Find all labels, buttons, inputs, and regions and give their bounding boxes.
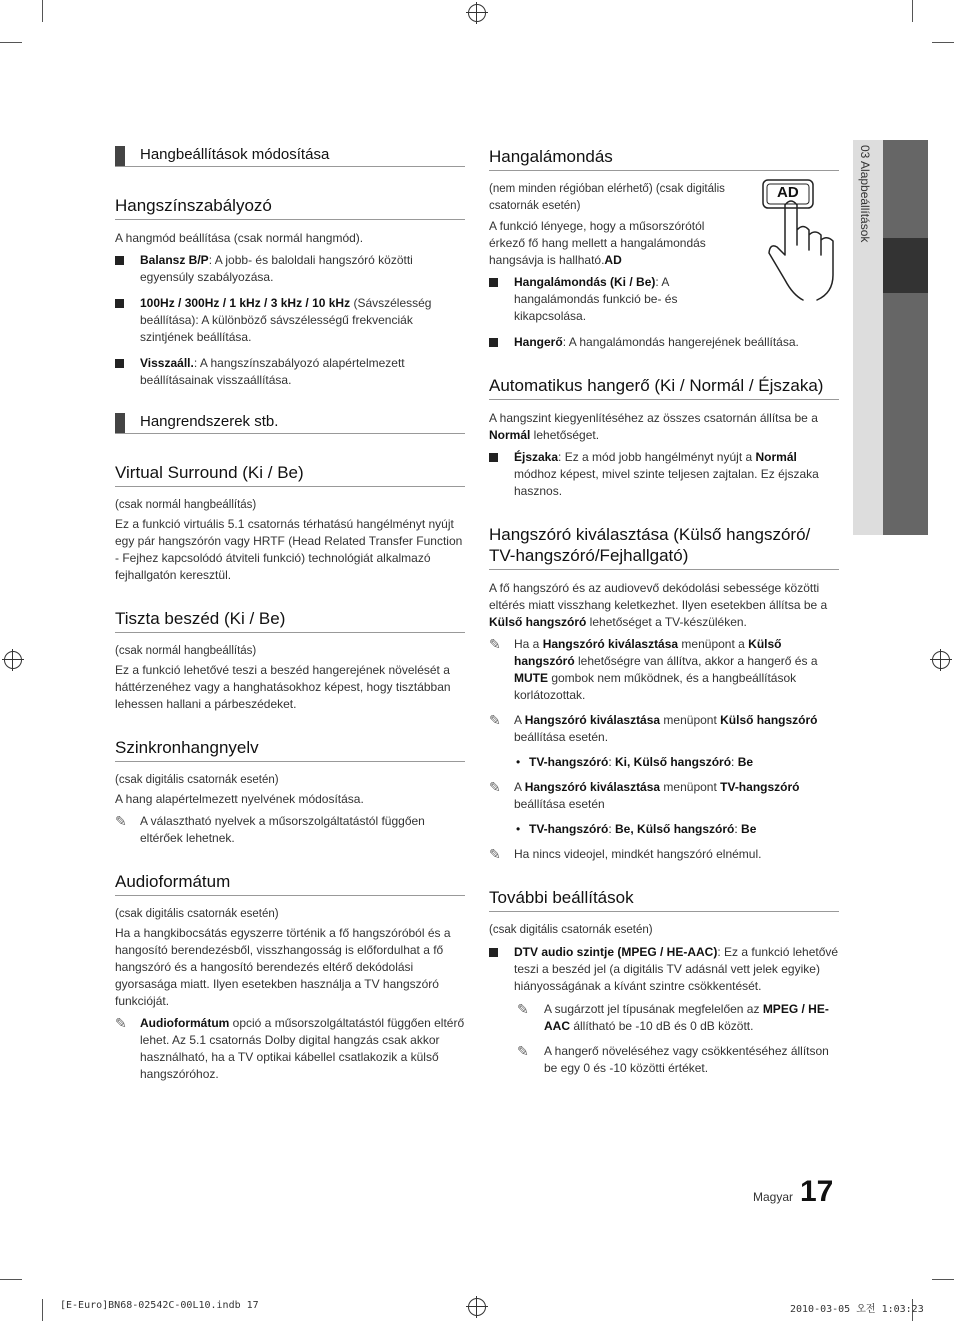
crop-mark bbox=[912, 0, 913, 22]
ad-button-figure bbox=[755, 175, 845, 305]
subsection-bar bbox=[115, 146, 125, 166]
section-condition: (csak digitális csatornák esetén) bbox=[115, 908, 279, 920]
bullet-list bbox=[489, 449, 839, 500]
section-virtual-surround bbox=[115, 462, 465, 584]
footer-language: Magyar bbox=[753, 1190, 794, 1204]
note: ✎ Audioformátum opció a műsorszolgáltatástól függően eltérő lehet. Az 5.1 csatornás Dolby digital hangzás csak akkor használható, ha a TV optikai kábellel csatlakozik a külső hangszóróhoz. bbox=[115, 1015, 465, 1081]
section-condition: (nem minden régióban elérhető) (csak digitális csatornák esetén) bbox=[489, 183, 725, 212]
note-pencil-icon: ✎ bbox=[115, 813, 127, 829]
section-clear-voice bbox=[115, 608, 465, 713]
dot-item: • TV-hangszóró: Ki, Külső hangszóró: Be bbox=[489, 754, 839, 771]
section-title: Automatikus hangerő (Ki / Normál / Éjszaka) bbox=[489, 375, 839, 400]
section-text: A hang alapértelmezett nyelvének módosítása. bbox=[115, 792, 364, 806]
section-title: Virtual Surround (Ki / Be) bbox=[115, 462, 465, 487]
list-item: Balansz B/P: A jobb- és baloldali hangszóró közötti egyensúly szabályozása. bbox=[115, 252, 465, 286]
list-item: Visszaáll.: A hangszínszabályozó alapértelmezett beállításainak visszaállítása. bbox=[115, 355, 465, 389]
note-pencil-icon: ✎ bbox=[517, 1043, 529, 1059]
crop-mark bbox=[42, 0, 43, 22]
chapter-tab-block bbox=[883, 293, 928, 535]
chapter-label: 03 Alapbeállítások bbox=[858, 145, 872, 243]
section-text: Ez a funkció lehetővé teszi a beszéd hangerejének növelését a háttérzenéhez vagy a hanghatásokhoz képest, hogy tisztábban lehessen hallani a párbeszédeket. bbox=[115, 663, 451, 711]
section-condition: (csak digitális csatornák esetén) bbox=[489, 924, 653, 936]
section-title: Hangalámondás bbox=[489, 146, 839, 171]
section-title: Audioformátum bbox=[115, 871, 465, 896]
registration-mark-icon bbox=[468, 1298, 486, 1316]
section-text: Ez a funkció virtuális 5.1 csatornás térhatású hangélményt nyújt egy pár hangszórón vagy HRTF (Head Related Transfer Function - Fejhez kapcsolódó átviteli funkció) technológiát alkalmazó fejhallgatón keresztül. bbox=[115, 517, 463, 582]
section-title: További beállítások bbox=[489, 887, 839, 912]
section-text: A hangszint kiegyenlítéséhez az összes csatornán állítsa be a Normál lehetőséget. bbox=[489, 411, 818, 442]
note-pencil-icon: ✎ bbox=[489, 636, 501, 652]
bullet-list bbox=[489, 944, 839, 995]
section-title: Hangszóró kiválasztása (Külső hangszóró/ TV-hangszóró/Fejhallgató) bbox=[489, 524, 839, 570]
section-condition: (csak digitális csatornák esetén) bbox=[115, 774, 279, 786]
section-auto-volume bbox=[489, 375, 839, 500]
note-pencil-icon: ✎ bbox=[115, 1015, 127, 1031]
note-pencil-icon: ✎ bbox=[489, 712, 501, 728]
note: ✎ Ha nincs videojel, mindkét hangszóró elnémul. bbox=[489, 846, 762, 862]
crop-mark bbox=[932, 42, 954, 43]
bullet-list bbox=[115, 252, 465, 389]
list-item: Hangerő: A hangalámondás hangerejének beállítása. bbox=[489, 334, 839, 351]
section-audio-format bbox=[115, 871, 465, 1083]
section-title: Tiszta beszéd (Ki / Be) bbox=[115, 608, 465, 633]
ad-button-label: AD bbox=[777, 184, 799, 201]
chapter-tab-block-active bbox=[883, 238, 928, 293]
section-title: Hangszínszabályozó bbox=[115, 195, 465, 220]
note: ✎ A sugárzott jel típusának megfelelően az MPEG / HE-AAC állítható be -10 dB és 0 dB között. bbox=[517, 1001, 829, 1033]
section-equalizer bbox=[115, 195, 465, 389]
section-text: A fő hangszóró és az audiovevő dekódolási sebessége közötti eltérés miatt visszhang keletkezhet. Ilyen esetekben állítsa be a Külső hangszóró lehetőséget a TV-készüléken. bbox=[489, 581, 828, 629]
section-speaker-select bbox=[489, 524, 839, 863]
section-condition: (csak normál hangbeállítás) bbox=[115, 499, 257, 511]
subsection-bar bbox=[115, 413, 125, 433]
section-audio-language bbox=[115, 737, 465, 847]
note-pencil-icon: ✎ bbox=[517, 1001, 529, 1017]
section-title: Szinkronhangnyelv bbox=[115, 737, 465, 762]
section-condition: (csak normál hangbeállítás) bbox=[115, 645, 257, 657]
list-item: 100Hz / 300Hz / 1 kHz / 3 kHz / 10 kHz (Sávszélesség beállítása): A különböző sávszélességű frekvenciák szintjének beállítása. bbox=[115, 295, 465, 346]
section-additional-settings bbox=[489, 887, 839, 1077]
crop-mark bbox=[0, 1279, 22, 1280]
list-item: Éjszaka: Ez a mód jobb hangélményt nyújt a Normál módhoz képest, mivel szinte teljesen zajtalan. Ez éjszaka hasznos. bbox=[489, 449, 839, 500]
page-number: 17 bbox=[800, 1175, 834, 1208]
note: ✎ Ha a Hangszóró kiválasztása menüpont a Külső hangszóró lehetőségre van állítva, akkor a hangerő és a MUTE gombok nem működnek, és a hangbeállítások korlátozottak. bbox=[489, 636, 818, 702]
crop-mark bbox=[0, 42, 22, 43]
note-pencil-icon: ✎ bbox=[489, 846, 501, 862]
subsection-title: Hangrendszerek stb. bbox=[140, 413, 279, 430]
crop-mark bbox=[932, 1279, 954, 1280]
subsection-title: Hangbeállítások módosítása bbox=[140, 146, 330, 163]
note-pencil-icon: ✎ bbox=[489, 779, 501, 795]
subsection-header bbox=[115, 140, 465, 167]
section-text: Ha a hangkibocsátás egyszerre történik a fő hangszóróból és a hangosító berendezésből, visszhangosság is előfordulhat a fő hangszóró és a hangosító berendezés eltérő dekódolási gyorsasága miatt. Ilyen esetekben használja a TV hangszóró funkcióját. bbox=[115, 926, 451, 1008]
crop-mark bbox=[42, 1299, 43, 1321]
section-text: A funkció lényege, hogy a műsorszórótól érkező fő hang mellett a hangalámondás hangsávja is hallható.AD bbox=[489, 219, 706, 267]
print-info-file: [E-Euro]BN68-02542C-00L10.indb 17 bbox=[60, 1300, 259, 1311]
note: ✎ A Hangszóró kiválasztása menüpont TV-hangszóró beállítása esetén bbox=[489, 779, 800, 811]
list-item: Hangalámondás (Ki / Be): A hangalámondás funkció be- és kikapcsolása. bbox=[489, 274, 704, 325]
note: ✎ A választható nyelvek a műsorszolgáltatástól függően eltérőek lehetnek. bbox=[115, 813, 425, 845]
note: ✎ A Hangszóró kiválasztása menüpont Külső hangszóró beállítása esetén. bbox=[489, 712, 818, 744]
left-column bbox=[115, 140, 465, 1107]
note: ✎ A hangerő növeléséhez vagy csökkentéséhez állítson be egy 0 és -10 közötti értéket. bbox=[517, 1043, 829, 1075]
hand-press-icon bbox=[755, 175, 845, 305]
registration-mark-icon bbox=[4, 651, 22, 669]
registration-mark-icon bbox=[932, 651, 950, 669]
registration-mark-icon bbox=[468, 4, 486, 22]
chapter-tab-block bbox=[883, 140, 928, 238]
subsection-header bbox=[115, 407, 465, 434]
print-info-date: 2010-03-05 오전 1:03:23 bbox=[790, 1304, 924, 1315]
dot-item: • TV-hangszóró: Be, Külső hangszóró: Be bbox=[489, 821, 839, 838]
section-intro: A hangmód beállítása (csak normál hangmód). bbox=[115, 231, 364, 245]
list-item: DTV audio szintje (MPEG / HE-AAC): Ez a funkció lehetővé teszi a beszéd jel (a digitális TV adásnál vett jelek egyike) hiányosságának a kívánt szintre csökkentését. bbox=[489, 944, 839, 995]
